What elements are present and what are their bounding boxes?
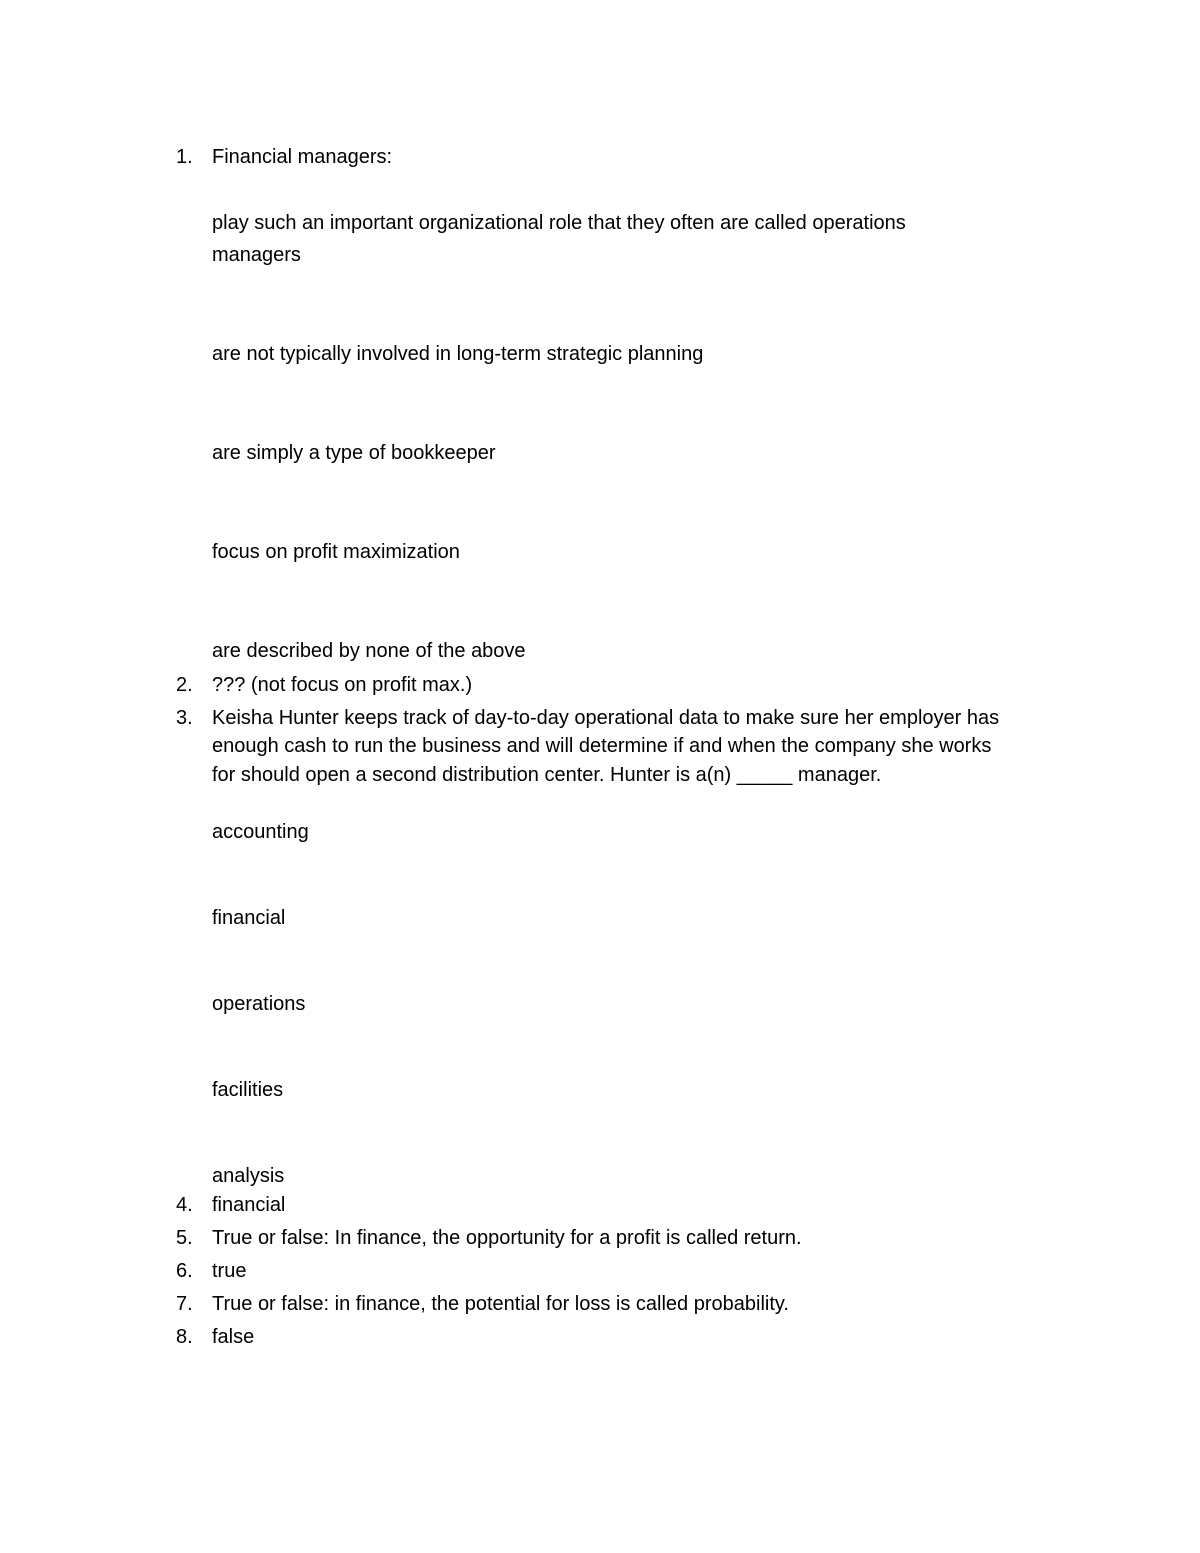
question-text: Financial managers: (212, 146, 393, 168)
list-number: 2. (176, 674, 193, 696)
question-text: enough cash to run the business and will determine if and when the company she works (212, 735, 992, 757)
option-text: managers (212, 244, 301, 266)
list-number: 3. (176, 707, 193, 729)
option-text: financial (212, 907, 286, 929)
option-text: focus on profit maximization (212, 541, 460, 563)
question-text: Keisha Hunter keeps track of day-to-day operational data to make sure her employer has (212, 707, 1000, 729)
option-text: are described by none of the above (212, 640, 526, 662)
list-number: 5. (176, 1227, 193, 1249)
question-text: for should open a second distribution center. Hunter is a(n) _____ manager. (212, 764, 882, 786)
answer-text: ??? (not focus on profit max.) (212, 674, 473, 696)
option-text: are not typically involved in long-term strategic planning (212, 343, 704, 365)
option-text: facilities (212, 1079, 284, 1101)
option-text: play such an important organizational role that they often are called operations (212, 212, 906, 234)
list-number: 8. (176, 1326, 193, 1348)
answer-text: financial (212, 1194, 286, 1216)
question-text: True or false: in finance, the potential for loss is called probability. (212, 1293, 789, 1315)
answer-text: true (212, 1260, 247, 1282)
answer-text: false (212, 1326, 255, 1348)
list-number: 7. (176, 1293, 193, 1315)
option-text: operations (212, 993, 306, 1015)
list-number: 4. (176, 1194, 193, 1216)
option-text: accounting (212, 821, 309, 843)
option-text: are simply a type of bookkeeper (212, 442, 496, 464)
list-number: 6. (176, 1260, 193, 1282)
question-text: True or false: In finance, the opportunity for a profit is called return. (212, 1227, 802, 1249)
list-number: 1. (176, 146, 193, 168)
option-text: analysis (212, 1165, 285, 1187)
